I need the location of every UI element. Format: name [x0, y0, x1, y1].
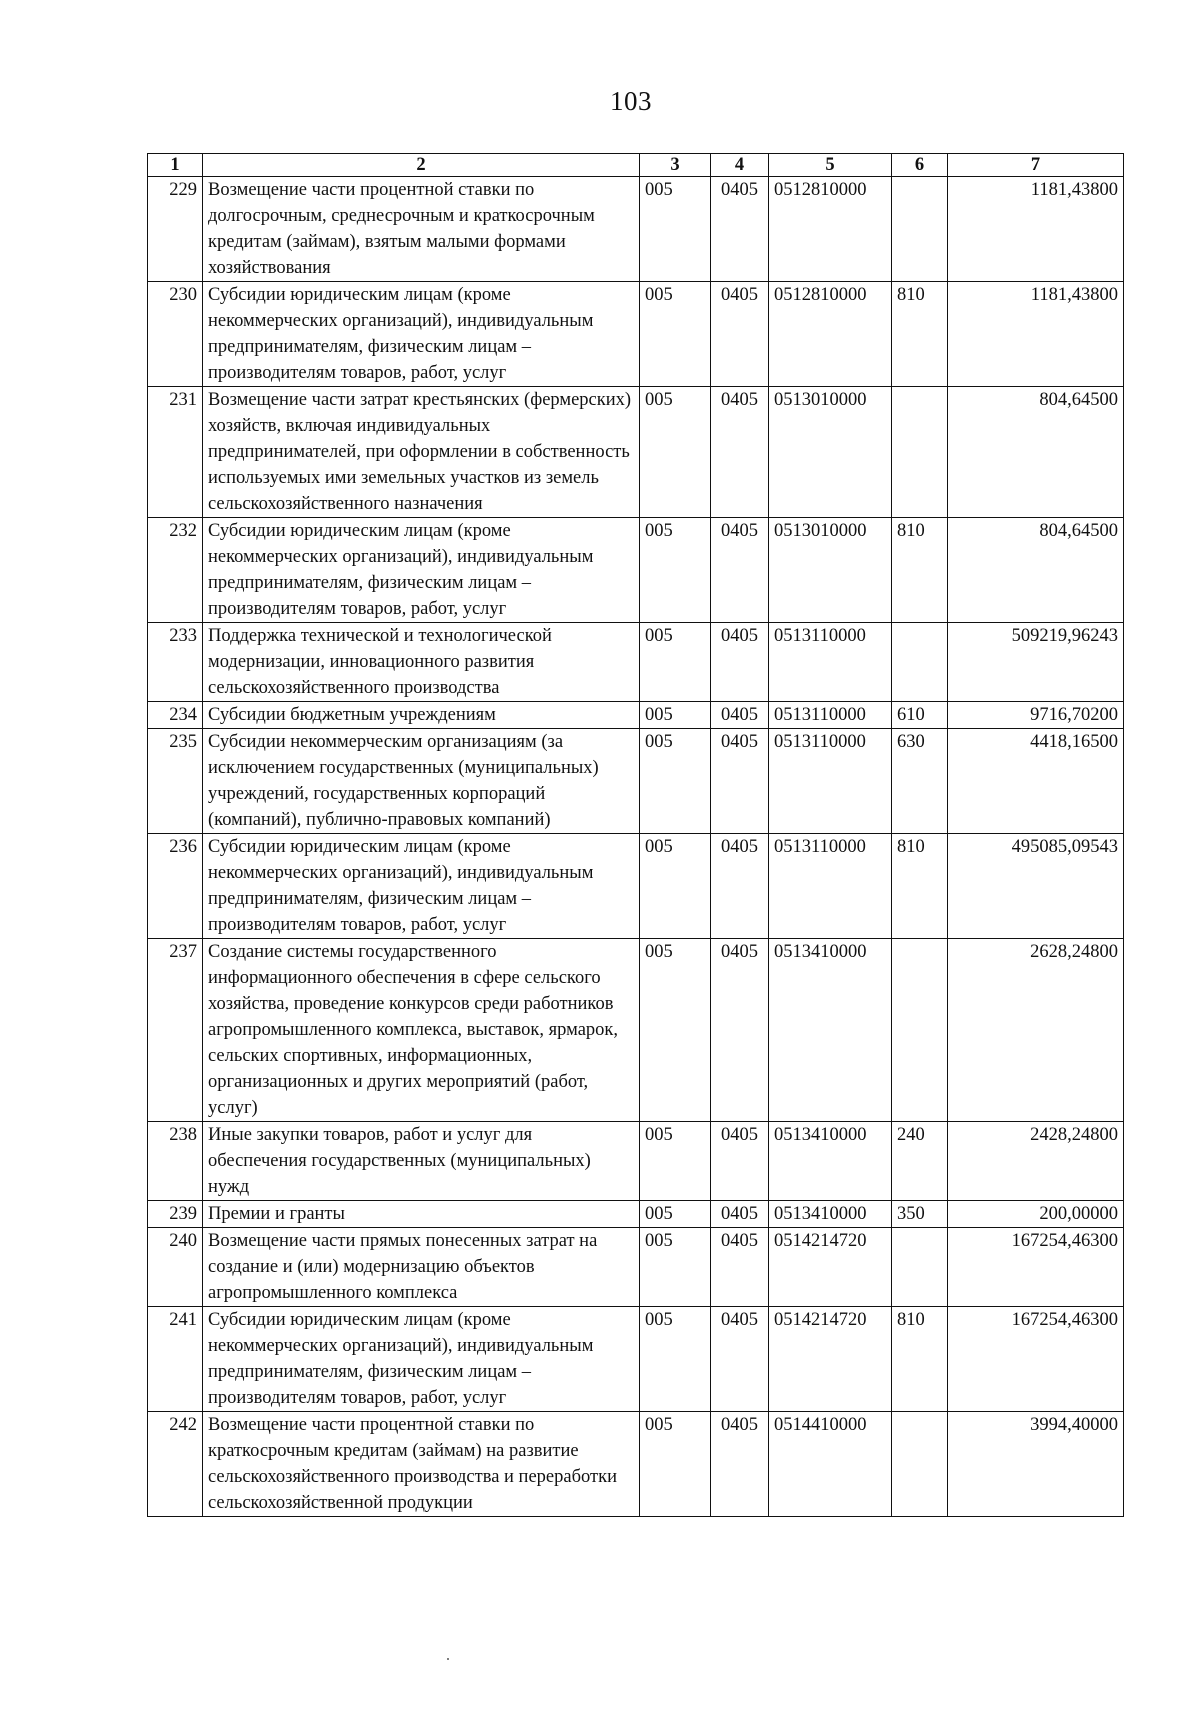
row-code5-cell: 0514214720 — [769, 1307, 892, 1412]
scan-speck — [447, 1658, 449, 1660]
row-code5-cell: 0513110000 — [769, 729, 892, 834]
table-row — [148, 834, 1124, 939]
table-row — [148, 623, 1124, 702]
table-row — [148, 702, 1124, 729]
row-code6-cell — [892, 177, 948, 282]
row-code5-cell: 0514214720 — [769, 1228, 892, 1307]
row-code3-cell: 005 — [640, 387, 711, 518]
table-body — [148, 177, 1124, 1517]
table-row — [148, 939, 1124, 1122]
row-code3-cell: 005 — [640, 1122, 711, 1201]
row-code4-cell: 0405 — [711, 282, 769, 387]
row-number-cell: 238 — [148, 1122, 203, 1201]
row-code5-cell: 0513010000 — [769, 518, 892, 623]
row-name-cell: Субсидии некоммерческим организациям (за исключением государственных (муниципальных) учреждений, государственных корпораций (компаний), публично-правовых компаний) — [203, 729, 640, 834]
table-row — [148, 729, 1124, 834]
row-amount-cell: 1181,43800 — [948, 177, 1124, 282]
row-name-cell: Возмещение части затрат крестьянских (фермерских) хозяйств, включая индивидуальных предпринимателей, при оформлении в собственность используемых ими земельных участков из земель сельскохозяйственного назначения — [203, 387, 640, 518]
row-amount-cell: 804,64500 — [948, 387, 1124, 518]
row-code6-cell: 610 — [892, 702, 948, 729]
row-number-cell: 232 — [148, 518, 203, 623]
row-code4-cell: 0405 — [711, 834, 769, 939]
row-code4-cell: 0405 — [711, 1412, 769, 1517]
row-amount-cell: 495085,09543 — [948, 834, 1124, 939]
table-row — [148, 282, 1124, 387]
row-number-cell: 241 — [148, 1307, 203, 1412]
row-code5-cell: 0512810000 — [769, 282, 892, 387]
row-code3-cell: 005 — [640, 1201, 711, 1228]
row-code4-cell: 0405 — [711, 1228, 769, 1307]
row-amount-cell: 200,00000 — [948, 1201, 1124, 1228]
row-code3-cell: 005 — [640, 729, 711, 834]
row-code6-cell: 810 — [892, 1307, 948, 1412]
row-name-cell: Субсидии юридическим лицам (кроме некоммерческих организаций), индивидуальным предпринимателям, физическим лицам – производителям товаров, работ, услуг — [203, 834, 640, 939]
col-header: 6 — [892, 154, 948, 177]
row-code5-cell: 0512810000 — [769, 177, 892, 282]
row-number-cell: 236 — [148, 834, 203, 939]
table-row — [148, 1412, 1124, 1517]
row-code3-cell: 005 — [640, 177, 711, 282]
row-code4-cell: 0405 — [711, 702, 769, 729]
row-amount-cell: 4418,16500 — [948, 729, 1124, 834]
table-row — [148, 387, 1124, 518]
row-code3-cell: 005 — [640, 623, 711, 702]
col-header: 3 — [640, 154, 711, 177]
row-code6-cell — [892, 1228, 948, 1307]
row-code6-cell: 810 — [892, 518, 948, 623]
row-name-cell: Премии и гранты — [203, 1201, 640, 1228]
row-code5-cell: 0513110000 — [769, 623, 892, 702]
row-number-cell: 231 — [148, 387, 203, 518]
row-code6-cell: 240 — [892, 1122, 948, 1201]
row-name-cell: Иные закупки товаров, работ и услуг для обеспечения государственных (муниципальных) нужд — [203, 1122, 640, 1201]
row-name-cell: Субсидии юридическим лицам (кроме некоммерческих организаций), индивидуальным предпринимателям, физическим лицам – производителям товаров, работ, услуг — [203, 1307, 640, 1412]
row-code6-cell — [892, 939, 948, 1122]
row-name-cell: Субсидии бюджетным учреждениям — [203, 702, 640, 729]
row-number-cell: 233 — [148, 623, 203, 702]
col-header: 7 — [948, 154, 1124, 177]
row-code5-cell: 0513410000 — [769, 1122, 892, 1201]
row-amount-cell: 509219,96243 — [948, 623, 1124, 702]
row-amount-cell: 2628,24800 — [948, 939, 1124, 1122]
row-amount-cell: 167254,46300 — [948, 1307, 1124, 1412]
row-code3-cell: 005 — [640, 834, 711, 939]
budget-table — [147, 153, 1124, 1517]
row-code6-cell — [892, 623, 948, 702]
row-code4-cell: 0405 — [711, 939, 769, 1122]
row-code4-cell: 0405 — [711, 729, 769, 834]
row-code6-cell: 810 — [892, 834, 948, 939]
row-number-cell: 240 — [148, 1228, 203, 1307]
row-code5-cell: 0513410000 — [769, 1201, 892, 1228]
row-code6-cell: 350 — [892, 1201, 948, 1228]
row-code4-cell: 0405 — [711, 1307, 769, 1412]
table-row — [148, 177, 1124, 282]
row-code4-cell: 0405 — [711, 623, 769, 702]
table-row — [148, 1228, 1124, 1307]
row-code3-cell: 005 — [640, 1412, 711, 1517]
row-name-cell: Возмещение части процентной ставки по краткосрочным кредитам (займам) на развитие сельскохозяйственного производства и переработки сельскохозяйственной продукции — [203, 1412, 640, 1517]
row-amount-cell: 167254,46300 — [948, 1228, 1124, 1307]
row-number-cell: 239 — [148, 1201, 203, 1228]
row-code3-cell: 005 — [640, 1307, 711, 1412]
row-number-cell: 229 — [148, 177, 203, 282]
row-code4-cell: 0405 — [711, 1122, 769, 1201]
row-amount-cell: 3994,40000 — [948, 1412, 1124, 1517]
row-code4-cell: 0405 — [711, 387, 769, 518]
row-code4-cell: 0405 — [711, 1201, 769, 1228]
row-code3-cell: 005 — [640, 518, 711, 623]
row-code5-cell: 0513110000 — [769, 702, 892, 729]
row-number-cell: 230 — [148, 282, 203, 387]
row-code4-cell: 0405 — [711, 518, 769, 623]
table-row — [148, 518, 1124, 623]
col-header: 1 — [148, 154, 203, 177]
row-code5-cell: 0514410000 — [769, 1412, 892, 1517]
row-code3-cell: 005 — [640, 939, 711, 1122]
row-number-cell: 234 — [148, 702, 203, 729]
row-name-cell: Субсидии юридическим лицам (кроме некоммерческих организаций), индивидуальным предпринимателям, физическим лицам – производителям товаров, работ, услуг — [203, 282, 640, 387]
row-code5-cell: 0513410000 — [769, 939, 892, 1122]
row-amount-cell: 804,64500 — [948, 518, 1124, 623]
row-name-cell: Субсидии юридическим лицам (кроме некоммерческих организаций), индивидуальным предпринимателям, физическим лицам – производителям товаров, работ, услуг — [203, 518, 640, 623]
row-name-cell: Возмещение части процентной ставки по долгосрочным, среднесрочным и краткосрочным кредитам (займам), взятым малыми формами хозяйствования — [203, 177, 640, 282]
col-header: 4 — [711, 154, 769, 177]
row-code6-cell: 810 — [892, 282, 948, 387]
table-row — [148, 1307, 1124, 1412]
header-row — [148, 154, 1124, 177]
row-name-cell: Поддержка технической и технологической модернизации, инновационного развития сельскохозяйственного производства — [203, 623, 640, 702]
row-code3-cell: 005 — [640, 282, 711, 387]
row-code5-cell: 0513010000 — [769, 387, 892, 518]
table-row — [148, 1122, 1124, 1201]
row-name-cell: Возмещение части прямых понесенных затрат на создание и (или) модернизацию объектов агропромышленного комплекса — [203, 1228, 640, 1307]
row-code6-cell — [892, 1412, 948, 1517]
row-name-cell: Создание системы государственного информационного обеспечения в сфере сельского хозяйства, проведение конкурсов среди работников агропромышленного комплекса, выставок, ярмарок, сельских спортивных, информационных, организационных и других мероприятий (работ, услуг) — [203, 939, 640, 1122]
row-code4-cell: 0405 — [711, 177, 769, 282]
row-amount-cell: 2428,24800 — [948, 1122, 1124, 1201]
row-amount-cell: 1181,43800 — [948, 282, 1124, 387]
row-number-cell: 237 — [148, 939, 203, 1122]
col-header: 2 — [203, 154, 640, 177]
row-number-cell: 235 — [148, 729, 203, 834]
row-code3-cell: 005 — [640, 702, 711, 729]
row-code6-cell — [892, 387, 948, 518]
row-code5-cell: 0513110000 — [769, 834, 892, 939]
col-header: 5 — [769, 154, 892, 177]
page-number: 103 — [610, 86, 652, 116]
row-code6-cell: 630 — [892, 729, 948, 834]
row-number-cell: 242 — [148, 1412, 203, 1517]
row-amount-cell: 9716,70200 — [948, 702, 1124, 729]
table-row — [148, 1201, 1124, 1228]
row-code3-cell: 005 — [640, 1228, 711, 1307]
